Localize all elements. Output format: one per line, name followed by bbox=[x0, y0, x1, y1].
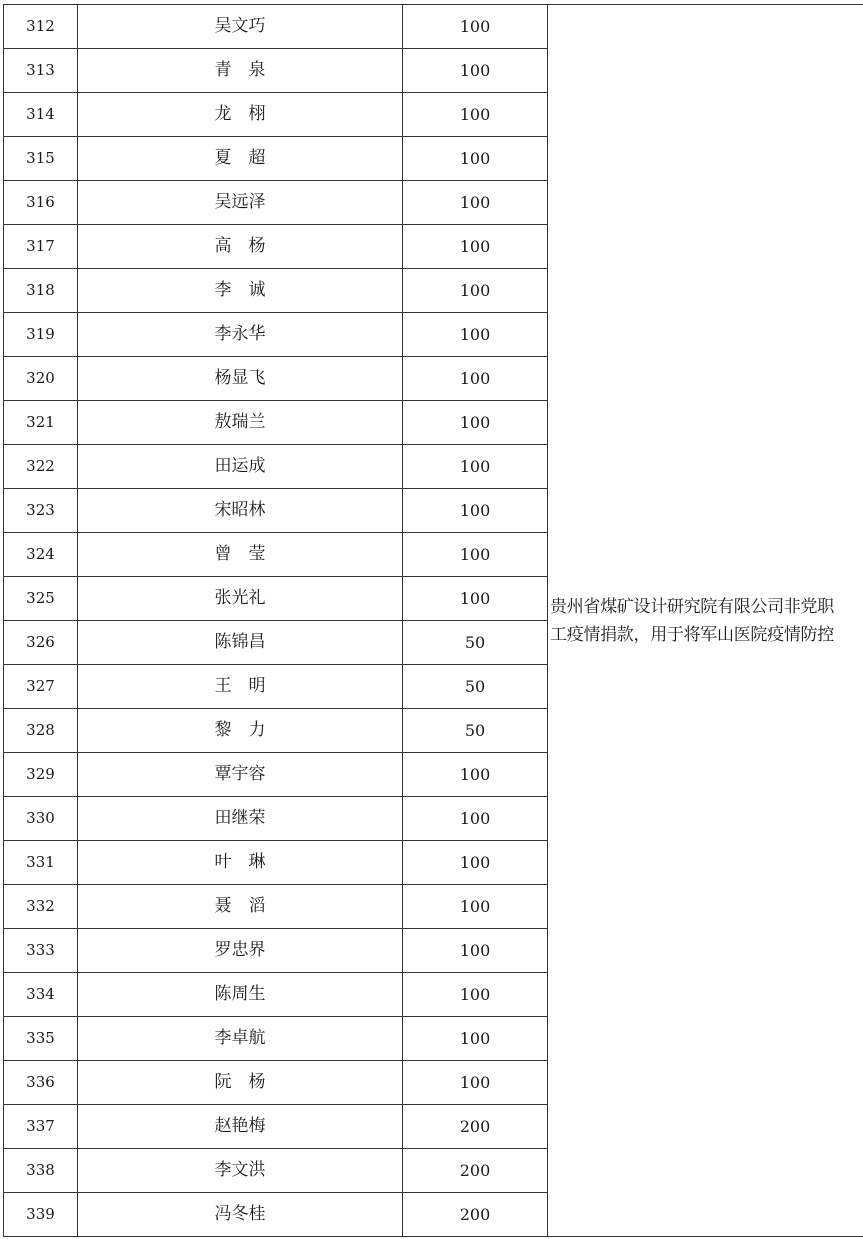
donor-name-cell: 陈周生 bbox=[78, 973, 403, 1017]
donor-name-cell: 田继荣 bbox=[78, 797, 403, 841]
donation-amount-cell: 100 bbox=[403, 841, 548, 885]
serial-number-cell: 329 bbox=[4, 753, 78, 797]
serial-number-cell: 337 bbox=[4, 1105, 78, 1149]
serial-number-cell: 324 bbox=[4, 533, 78, 577]
donor-name-cell: 李永华 bbox=[78, 313, 403, 357]
donor-name-cell: 曾 莹 bbox=[78, 533, 403, 577]
serial-number-cell: 314 bbox=[4, 93, 78, 137]
serial-number-cell: 312 bbox=[4, 5, 78, 49]
donation-amount-cell: 100 bbox=[403, 445, 548, 489]
serial-number-cell: 335 bbox=[4, 1017, 78, 1061]
table-body bbox=[4, 5, 863, 1237]
donation-amount-cell: 100 bbox=[403, 753, 548, 797]
donation-amount-cell: 100 bbox=[403, 929, 548, 973]
donation-amount-cell: 100 bbox=[403, 93, 548, 137]
serial-number-cell: 330 bbox=[4, 797, 78, 841]
donation-amount-cell: 100 bbox=[403, 313, 548, 357]
serial-number-cell: 313 bbox=[4, 49, 78, 93]
donation-amount-cell: 50 bbox=[403, 709, 548, 753]
donor-name-cell: 高 杨 bbox=[78, 225, 403, 269]
donation-amount-cell: 100 bbox=[403, 5, 548, 49]
donor-name-cell: 宋昭林 bbox=[78, 489, 403, 533]
donation-amount-cell: 100 bbox=[403, 885, 548, 929]
donation-amount-cell: 100 bbox=[403, 357, 548, 401]
remark-cell: 贵州省煤矿设计研究院有限公司非党职 工疫情捐款，用于将军山医院疫情防控 bbox=[548, 5, 863, 1237]
donation-amount-cell: 100 bbox=[403, 269, 548, 313]
donation-table bbox=[3, 4, 863, 1237]
serial-number-cell: 323 bbox=[4, 489, 78, 533]
table-row bbox=[4, 5, 863, 49]
donor-name-cell: 赵艳梅 bbox=[78, 1105, 403, 1149]
donation-amount-cell: 100 bbox=[403, 1017, 548, 1061]
serial-number-cell: 333 bbox=[4, 929, 78, 973]
donation-amount-cell: 100 bbox=[403, 225, 548, 269]
serial-number-cell: 326 bbox=[4, 621, 78, 665]
donor-name-cell: 聂 滔 bbox=[78, 885, 403, 929]
donation-amount-cell: 100 bbox=[403, 137, 548, 181]
donation-amount-cell: 100 bbox=[403, 533, 548, 577]
donation-amount-cell: 200 bbox=[403, 1193, 548, 1237]
serial-number-cell: 338 bbox=[4, 1149, 78, 1193]
donation-amount-cell: 200 bbox=[403, 1149, 548, 1193]
donor-name-cell: 陈锦昌 bbox=[78, 621, 403, 665]
donation-amount-cell: 50 bbox=[403, 621, 548, 665]
donor-name-cell: 李卓航 bbox=[78, 1017, 403, 1061]
donor-name-cell: 吴远泽 bbox=[78, 181, 403, 225]
serial-number-cell: 322 bbox=[4, 445, 78, 489]
donation-amount-cell: 100 bbox=[403, 1061, 548, 1105]
donor-name-cell: 阮 杨 bbox=[78, 1061, 403, 1105]
donor-name-cell: 田运成 bbox=[78, 445, 403, 489]
donor-name-cell: 杨显飞 bbox=[78, 357, 403, 401]
donor-name-cell: 李文洪 bbox=[78, 1149, 403, 1193]
donor-name-cell: 敖瑞兰 bbox=[78, 401, 403, 445]
donor-name-cell: 罗忠界 bbox=[78, 929, 403, 973]
donation-amount-cell: 200 bbox=[403, 1105, 548, 1149]
donor-name-cell: 黎 力 bbox=[78, 709, 403, 753]
serial-number-cell: 332 bbox=[4, 885, 78, 929]
donation-amount-cell: 100 bbox=[403, 49, 548, 93]
donation-amount-cell: 100 bbox=[403, 797, 548, 841]
donation-amount-cell: 100 bbox=[403, 401, 548, 445]
serial-number-cell: 334 bbox=[4, 973, 78, 1017]
serial-number-cell: 325 bbox=[4, 577, 78, 621]
serial-number-cell: 339 bbox=[4, 1193, 78, 1237]
donation-amount-cell: 100 bbox=[403, 489, 548, 533]
donation-amount-cell: 50 bbox=[403, 665, 548, 709]
serial-number-cell: 318 bbox=[4, 269, 78, 313]
donation-amount-cell: 100 bbox=[403, 181, 548, 225]
donor-name-cell: 李 诚 bbox=[78, 269, 403, 313]
donor-name-cell: 夏 超 bbox=[78, 137, 403, 181]
donor-name-cell: 吴文巧 bbox=[78, 5, 403, 49]
donor-name-cell: 覃宇容 bbox=[78, 753, 403, 797]
serial-number-cell: 316 bbox=[4, 181, 78, 225]
serial-number-cell: 331 bbox=[4, 841, 78, 885]
serial-number-cell: 327 bbox=[4, 665, 78, 709]
donor-name-cell: 叶 琳 bbox=[78, 841, 403, 885]
donor-name-cell: 冯冬桂 bbox=[78, 1193, 403, 1237]
donor-name-cell: 龙 栩 bbox=[78, 93, 403, 137]
serial-number-cell: 336 bbox=[4, 1061, 78, 1105]
serial-number-cell: 320 bbox=[4, 357, 78, 401]
donor-name-cell: 王 明 bbox=[78, 665, 403, 709]
serial-number-cell: 328 bbox=[4, 709, 78, 753]
donation-amount-cell: 100 bbox=[403, 973, 548, 1017]
donor-name-cell: 张光礼 bbox=[78, 577, 403, 621]
serial-number-cell: 315 bbox=[4, 137, 78, 181]
serial-number-cell: 317 bbox=[4, 225, 78, 269]
donation-amount-cell: 100 bbox=[403, 577, 548, 621]
serial-number-cell: 319 bbox=[4, 313, 78, 357]
serial-number-cell: 321 bbox=[4, 401, 78, 445]
donor-name-cell: 青 泉 bbox=[78, 49, 403, 93]
